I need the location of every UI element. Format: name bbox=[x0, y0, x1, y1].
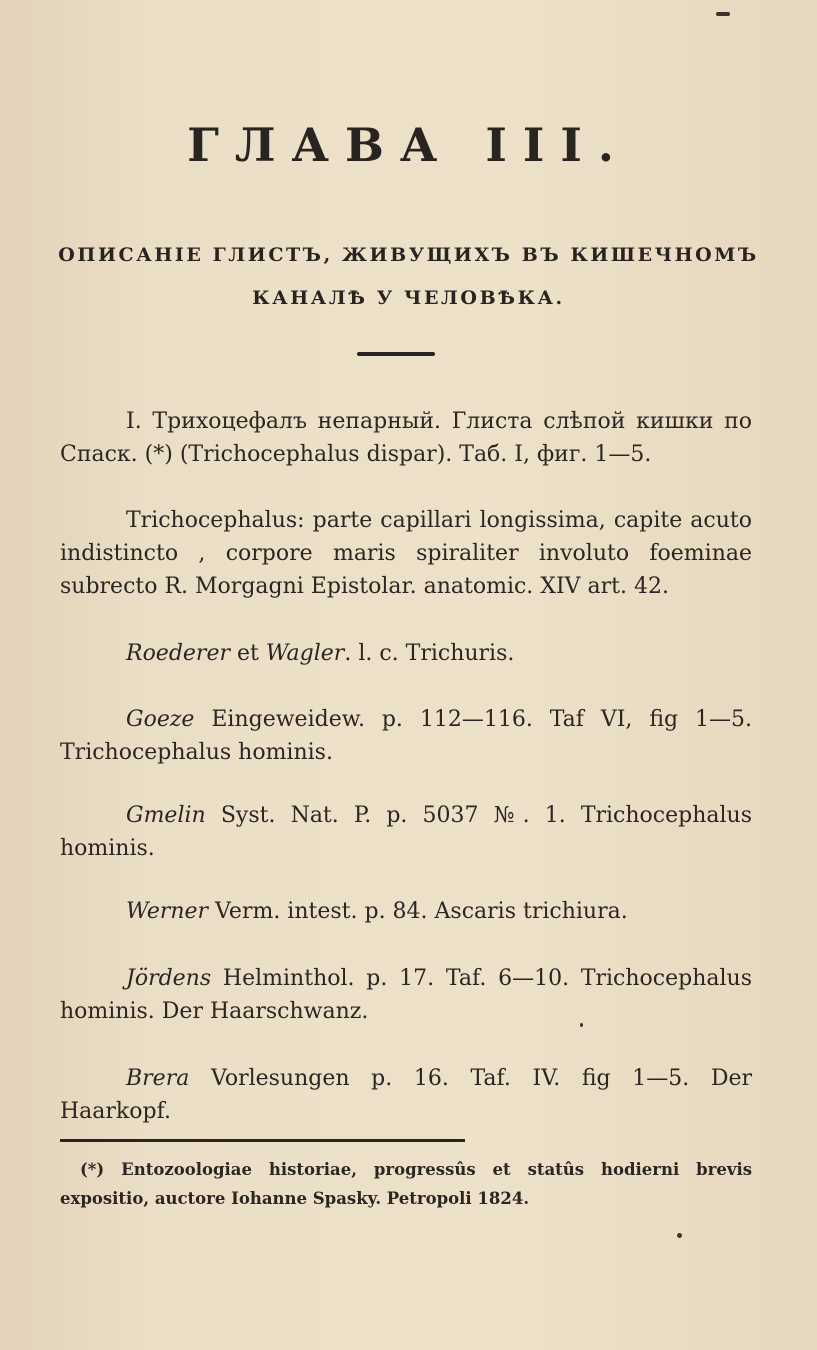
footnote-rule bbox=[60, 1139, 465, 1142]
entry-connector: et bbox=[229, 641, 266, 666]
entry-author: Werner bbox=[126, 899, 209, 924]
entry-paragraph bbox=[60, 895, 752, 928]
entry-paragraph bbox=[60, 504, 752, 603]
entry-author: Jördens bbox=[126, 966, 212, 991]
entry-text: Helminthol. p. 17. Taf. 6—10. Trichocephalus hominis. Der Haarschwanz. bbox=[60, 966, 752, 1024]
footnote: (*) Entozoologiae historiae, progressûs et statûs hodierni brevis expositio, auctore Iohanne Spasky. Petropoli 1824. bbox=[60, 1160, 752, 1208]
entry-text: Vorlesungen p. 16. Taf. IV. fig 1—5. Der Haarkopf. bbox=[60, 1066, 752, 1124]
entry-text: Trichocephalus: parte capillari longissima, capite acuto indistincto , corpore maris spiraliter involuto foeminae subrecto R. Morgagni Epistolar. anatomic. XIV art. 42. bbox=[60, 508, 752, 599]
entry-author-2: Wagler bbox=[265, 641, 345, 666]
chapter-heading: ГЛАВА III. bbox=[187, 118, 630, 172]
entry-author: Goeze bbox=[126, 707, 195, 732]
entry-paragraph bbox=[60, 405, 752, 471]
entry-text: Syst. Nat. P. p. 5037 №. 1. Trichocephalus hominis. bbox=[60, 803, 752, 861]
entry-paragraph bbox=[60, 962, 752, 1028]
entry-text: Verm. intest. p. 84. Ascaris trichiura. bbox=[208, 899, 628, 924]
entry-text: Eingeweidew. p. 112—116. Taf VI, fig 1—5. Trichocephalus hominis. bbox=[60, 707, 752, 765]
print-speck bbox=[677, 1233, 682, 1238]
entry-author: Brera bbox=[126, 1066, 190, 1091]
chapter-subtitle-line-1: ОПИСАНІЕ ГЛИСТЪ, ЖИВУЩИХЪ ВЪ КИШЕЧНОМЪ bbox=[58, 244, 759, 266]
entry-author: Gmelin bbox=[126, 803, 206, 828]
print-speck bbox=[716, 12, 730, 16]
entry-text: I. Трихоцефалъ непарный. Глиста слѣпой кишки по Спаск. (*) (Trichocephalus dispar). Таб. I, фиг. 1—5. bbox=[60, 409, 752, 467]
entry-text: . l. c. Trichuris. bbox=[344, 641, 515, 666]
chapter-subtitle-line-2: КАНАЛѢ У ЧЕЛОВѢКА. bbox=[252, 287, 565, 309]
entry-paragraph bbox=[60, 703, 752, 769]
print-speck bbox=[580, 1023, 583, 1027]
entry-author: Roederer bbox=[126, 641, 230, 666]
entry-paragraph bbox=[60, 637, 752, 670]
entry-paragraph bbox=[60, 799, 752, 865]
ornamental-divider bbox=[357, 352, 435, 356]
entry-paragraph bbox=[60, 1062, 752, 1128]
